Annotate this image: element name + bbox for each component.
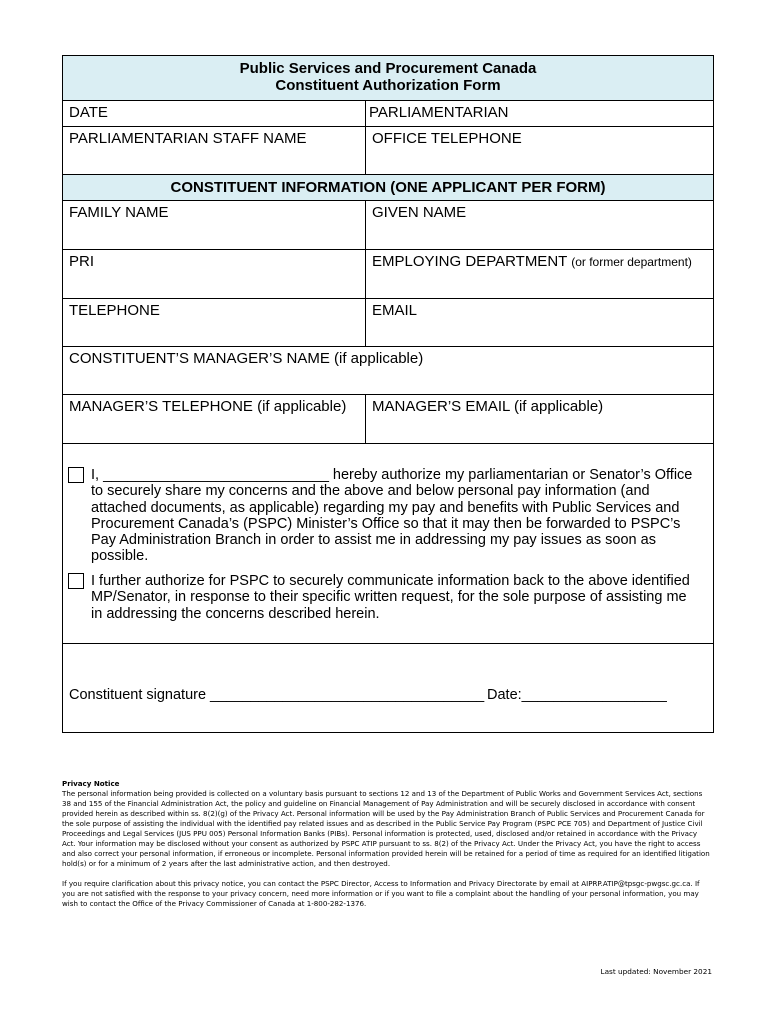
telephone-field[interactable] — [63, 299, 366, 347]
form-header — [63, 56, 714, 101]
employing-department-label: EMPLOYING DEPARTMENT — [372, 253, 568, 270]
authorization-form-table — [62, 55, 714, 733]
manager-email-label: MANAGER’S EMAIL (if applicable) — [372, 398, 604, 415]
pri-field[interactable] — [63, 250, 366, 299]
date-field[interactable] — [63, 101, 366, 127]
family-name-label: FAMILY NAME — [69, 204, 169, 221]
parliamentarian-label: PARLIAMENTARIAN — [369, 104, 509, 121]
privacy-notice-title: Privacy Notice — [62, 779, 120, 788]
given-name-field[interactable] — [366, 201, 714, 250]
office-telephone-label: OFFICE TELEPHONE — [372, 130, 522, 147]
pri-label: PRI — [69, 253, 95, 270]
telephone-label: TELEPHONE — [69, 302, 160, 319]
parliamentarian-field[interactable] — [366, 101, 714, 127]
employing-department-field[interactable] — [366, 250, 714, 299]
manager-email-field[interactable] — [366, 395, 714, 444]
manager-name-field[interactable] — [63, 347, 714, 395]
last-updated: Last updated: November 2021 — [600, 967, 712, 976]
office-telephone-field[interactable] — [366, 127, 714, 175]
manager-telephone-label: MANAGER’S TELEPHONE (if applicable) — [69, 398, 347, 415]
employing-department-note: (or former department) — [571, 255, 692, 269]
org-name: Public Services and Procurement Canada — [239, 60, 537, 77]
family-name-field[interactable] — [63, 201, 366, 250]
staff-name-field[interactable] — [63, 127, 366, 175]
section-constituent-header: CONSTITUENT INFORMATION (ONE APPLICANT PER FORM) — [63, 175, 714, 201]
constituent-signature-line[interactable]: Constituent signature __________________________________ — [69, 687, 485, 703]
manager-name-label: CONSTITUENT’S MANAGER’S NAME (if applicable) — [69, 350, 424, 367]
consent-2-text: I further authorize for PSPC to securely communicate information back to the above identified MP/Senator, in response to their specific written request, for the sole purpose of assisting me in addressing the concerns described herein. — [91, 573, 690, 622]
email-label: EMAIL — [372, 302, 418, 319]
signature-section — [63, 644, 714, 733]
privacy-notice-paragraph-1: The personal information being provided is collected on a voluntary basis pursuant to sections 12 and 13 of the Department of Public Works and Government Services Act, sections 38 and 155 of the Financial Administration Act, the policy and guideline on Financial Management of Pay Administration and will be securely disclosed in accordance with consent provided herein as described within ss. 8(2)(g) of the Privacy Act. Personal information will be used by the Pay Administration Branch of Public Services and Procurement Canada for the sole purpose of assisting the individual with the identified pay related issues and as described in the Public Service Pay Program (PSPC PCE 705) and Department of Justice Civil Proceedings and Legal Services (JUS PPU 005) Personal Information Banks (PIBs). Personal information is protected, used, disclosed and/or retained in accordance with the Privacy Act. Your information may be disclosed without your consent as authorized by PSPC ATIP pursuant to ss. 8(2) of the Privacy Act. Under the Privacy Act, you have the right to access and also correct your personal information, if erroneous or incomplete. Personal information provided herein will be retained for a period of time as required for an identified litigation hold(s) or for a minimum of 2 years after the last administrative action, and then destroyed. — [62, 789, 710, 868]
given-name-label: GIVEN NAME — [372, 204, 467, 221]
consent-1-text: I, ____________________________ hereby authorize my parliamentarian or Senator’s Office to securely share my concerns and the above and below personal pay information (and attached documents, as applicable) regarding my pay and benefits with Public Services and Procurement Canada’s (PSPC) Minister’s Office so that it may then be forwarded to PSPC’s Pay Administration Branch in order to assist me in addressing my pay issues as soon as possible. — [91, 467, 693, 565]
authorization-section — [63, 444, 714, 644]
form-title: Constituent Authorization Form — [275, 77, 501, 94]
manager-telephone-field[interactable] — [63, 395, 366, 444]
privacy-notice-paragraph-2: If you require clarification about this privacy notice, you can contact the PSPC Director, Access to Information and Privacy Directorate by email at AIPRP.ATIP@tpsgc-pwgsc.gc.ca. If you are not satisfied with the response to your privacy concern, need more information or if you want to file a complaint about the handling of your personal information, you may wish to contact the Office of the Privacy Commissioner of Canada at 1-800-282-1376. — [62, 879, 700, 908]
consent-1-checkbox[interactable] — [68, 467, 84, 483]
signature-date-line[interactable]: Date:__________________ — [487, 687, 667, 703]
consent-2-checkbox[interactable] — [68, 573, 84, 589]
staff-name-label: PARLIAMENTARIAN STAFF NAME — [69, 130, 307, 147]
date-label: DATE — [69, 104, 108, 121]
privacy-notice — [62, 779, 712, 909]
email-field[interactable] — [366, 299, 714, 347]
